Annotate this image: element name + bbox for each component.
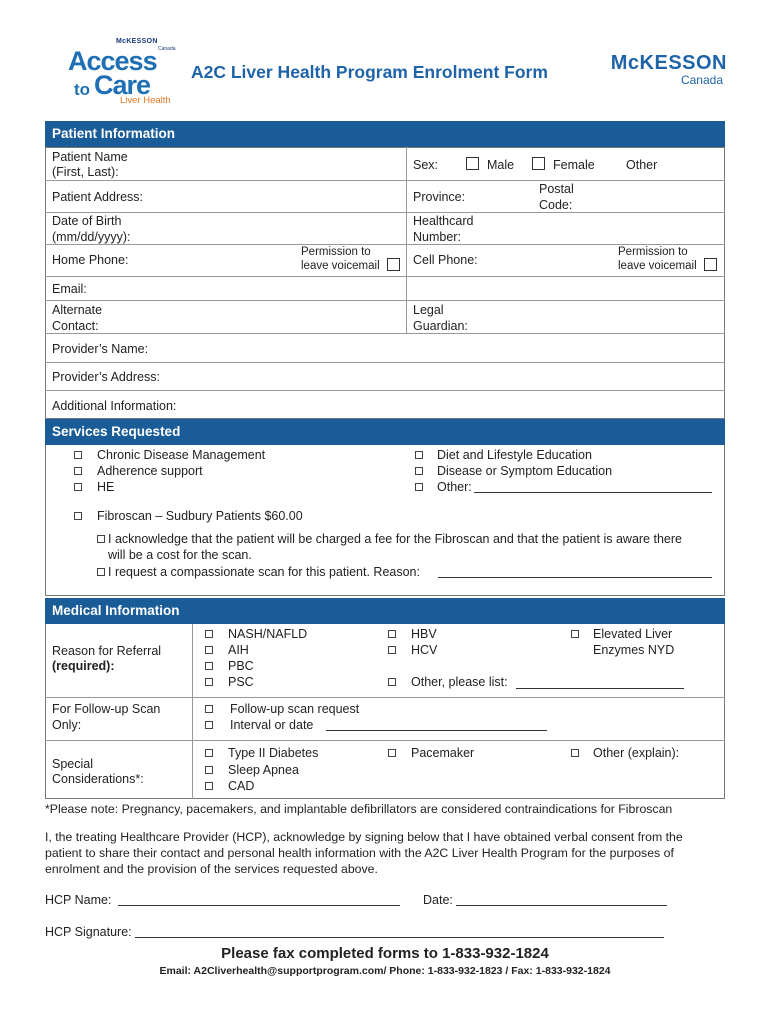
pacemaker-checkbox[interactable] <box>388 749 396 757</box>
reason-label-1: Reason for Referral <box>52 644 162 658</box>
medical-heading: Medical Information <box>45 598 725 624</box>
logo-mckesson-small: McKESSON <box>116 38 158 45</box>
followup-label-1: For Follow-up Scan <box>52 702 161 716</box>
female-checkbox[interactable] <box>532 157 545 170</box>
compassionate-label: I request a compassionate scan for this patient. Reason: <box>108 565 420 579</box>
fax-instruction: Please fax completed forms to 1-833-932-1824 <box>221 945 549 962</box>
pacemaker-label: Pacemaker <box>411 746 475 760</box>
special-item: CAD <box>228 779 255 793</box>
followup-label-2: Only: <box>52 718 82 732</box>
consent-text-3: enrolment and the provision of the services requested above. <box>45 862 378 876</box>
alternate-contact-label-1: Alternate <box>52 303 103 317</box>
cell-phone-label: Cell Phone: <box>413 253 478 267</box>
interval-label: Interval or date <box>230 718 314 732</box>
fibroscan-label: Fibroscan – Sudbury Patients $60.00 <box>97 509 303 523</box>
special-checkbox[interactable] <box>205 749 213 757</box>
patient-name-label-1: Patient Name <box>52 150 128 164</box>
reason-label-2: (required): <box>52 659 115 673</box>
home-voicemail-label-1: Permission to <box>301 246 371 258</box>
cell-voicemail-label-2: leave voicemail <box>618 260 697 272</box>
elevated-enzymes-label-1: Elevated Liver <box>593 627 673 641</box>
other-sex-label: Other <box>626 158 658 172</box>
male-label: Male <box>487 158 515 172</box>
postal-label-2: Code: <box>539 198 573 212</box>
service-checkbox[interactable] <box>415 467 423 475</box>
dob-label-2: (mm/dd/yyyy): <box>52 230 131 244</box>
other-explain-checkbox[interactable] <box>571 749 579 757</box>
provider-name-label: Provider’s Name: <box>52 342 149 356</box>
cell-voicemail-label-1: Permission to <box>618 246 688 258</box>
compassionate-reason-line[interactable] <box>438 577 712 578</box>
legal-guardian-label-1: Legal <box>413 303 444 317</box>
acknowledge-checkbox[interactable] <box>97 535 105 543</box>
healthcard-label-1: Healthcard <box>413 214 474 228</box>
interval-checkbox[interactable] <box>205 721 213 729</box>
male-checkbox[interactable] <box>466 157 479 170</box>
condition-checkbox[interactable] <box>205 646 213 654</box>
condition-checkbox[interactable] <box>388 630 396 638</box>
followup-item: Follow-up scan request <box>230 702 360 716</box>
patient-info-heading: Patient Information <box>45 121 725 147</box>
special-checkbox[interactable] <box>205 782 213 790</box>
additional-info-label: Additional Information: <box>52 399 177 413</box>
condition-item: HBV <box>411 627 437 641</box>
service-other-label: Other: <box>437 480 472 494</box>
condition-item: PSC <box>228 675 254 689</box>
service-checkbox[interactable] <box>74 451 82 459</box>
service-item: HE <box>97 480 115 494</box>
followup-checkbox[interactable] <box>205 705 213 713</box>
service-other-line[interactable] <box>474 492 712 493</box>
service-checkbox[interactable] <box>74 467 82 475</box>
logo-care: Care <box>94 70 151 100</box>
elevated-enzymes-label-2: Enzymes NYD <box>593 643 675 657</box>
condition-checkbox[interactable] <box>205 678 213 686</box>
compassionate-checkbox[interactable] <box>97 568 105 576</box>
condition-checkbox[interactable] <box>205 630 213 638</box>
service-checkbox[interactable] <box>415 451 423 459</box>
healthcard-label-2: Number: <box>413 230 461 244</box>
service-item: Chronic Disease Management <box>97 448 266 462</box>
service-item: Disease or Symptom Education <box>437 464 613 478</box>
patient-address-label: Patient Address: <box>52 190 144 204</box>
condition-item: AIH <box>228 643 249 657</box>
mckesson-canada: Canada <box>680 73 723 87</box>
special-label-2: Considerations*: <box>52 772 144 786</box>
access-to-care-logo <box>58 24 188 110</box>
contraindication-note: *Please note: Pregnancy, pacemakers, and implantable defibrillators are considered contraindications for Fibroscan <box>45 802 673 816</box>
condition-checkbox[interactable] <box>388 646 396 654</box>
mckesson-logo <box>602 52 727 87</box>
postal-label-1: Postal <box>539 182 574 196</box>
logo-to: to <box>74 80 91 99</box>
female-label: Female <box>553 158 595 172</box>
interval-line[interactable] <box>326 730 547 731</box>
condition-item: HCV <box>411 643 438 657</box>
acknowledge-text-1: I acknowledge that the patient will be charged a fee for the Fibroscan and that the patient is aware there <box>108 532 682 546</box>
service-item: Diet and Lifestyle Education <box>437 448 592 462</box>
consent-text-2: patient to share their contact and personal health information with the A2C Liver Health Program for the purposes of <box>45 846 674 860</box>
other-explain-label: Other (explain): <box>593 746 680 760</box>
email-label: Email: <box>52 282 87 296</box>
other-list-line[interactable] <box>516 688 684 689</box>
hcp-signature-label: HCP Signature: <box>45 925 132 939</box>
provider-address-label: Provider’s Address: <box>52 370 160 384</box>
home-voicemail-label-2: leave voicemail <box>301 260 380 272</box>
date-line[interactable] <box>456 905 667 906</box>
service-checkbox[interactable] <box>415 483 423 491</box>
condition-checkbox[interactable] <box>205 662 213 670</box>
patient-name-label-2: (First, Last): <box>52 165 119 179</box>
special-label-1: Special <box>52 757 93 771</box>
elevated-enzymes-checkbox[interactable] <box>571 630 579 638</box>
date-label: Date: <box>423 893 453 907</box>
service-checkbox[interactable] <box>74 483 82 491</box>
province-label: Province: <box>413 190 466 204</box>
logo-canada-small: Canada <box>158 46 176 52</box>
acknowledge-text-2: will be a cost for the scan. <box>108 548 252 562</box>
hcp-name-label: HCP Name: <box>45 893 112 907</box>
dob-label-1: Date of Birth <box>52 214 122 228</box>
condition-item: NASH/NAFLD <box>228 627 308 641</box>
hcp-name-line[interactable] <box>118 905 400 906</box>
legal-guardian-label-2: Guardian: <box>413 319 468 333</box>
home-voicemail-checkbox[interactable] <box>387 258 400 271</box>
other-list-checkbox[interactable] <box>388 678 396 686</box>
fibroscan-checkbox[interactable] <box>74 512 82 520</box>
condition-item: PBC <box>228 659 254 673</box>
sex-label: Sex: <box>413 158 439 172</box>
service-item: Adherence support <box>97 464 203 478</box>
special-checkbox[interactable] <box>205 766 213 774</box>
cell-voicemail-checkbox[interactable] <box>704 258 717 271</box>
alternate-contact-label-2: Contact: <box>52 319 99 333</box>
contact-info: Email: A2Cliverhealth@supportprogram.com/ Phone: 1-833-932-1823 / Fax: 1-833-932-1824 <box>159 965 611 977</box>
mckesson-wordmark: McKESSON <box>610 52 727 74</box>
logo-access: Access <box>68 46 157 76</box>
other-list-label: Other, please list: <box>411 675 508 689</box>
special-item: Sleep Apnea <box>228 763 299 777</box>
logo-liver-health: Liver Health <box>120 95 171 106</box>
hcp-signature-line[interactable] <box>135 937 664 938</box>
form-title: A2C Liver Health Program Enrolment Form <box>191 62 548 82</box>
services-heading: Services Requested <box>45 419 725 445</box>
special-item: Type II Diabetes <box>228 746 319 760</box>
consent-text-1: I, the treating Healthcare Provider (HCP), acknowledge by signing below that I have obtained verbal consent from the <box>45 830 683 844</box>
home-phone-label: Home Phone: <box>52 253 129 267</box>
